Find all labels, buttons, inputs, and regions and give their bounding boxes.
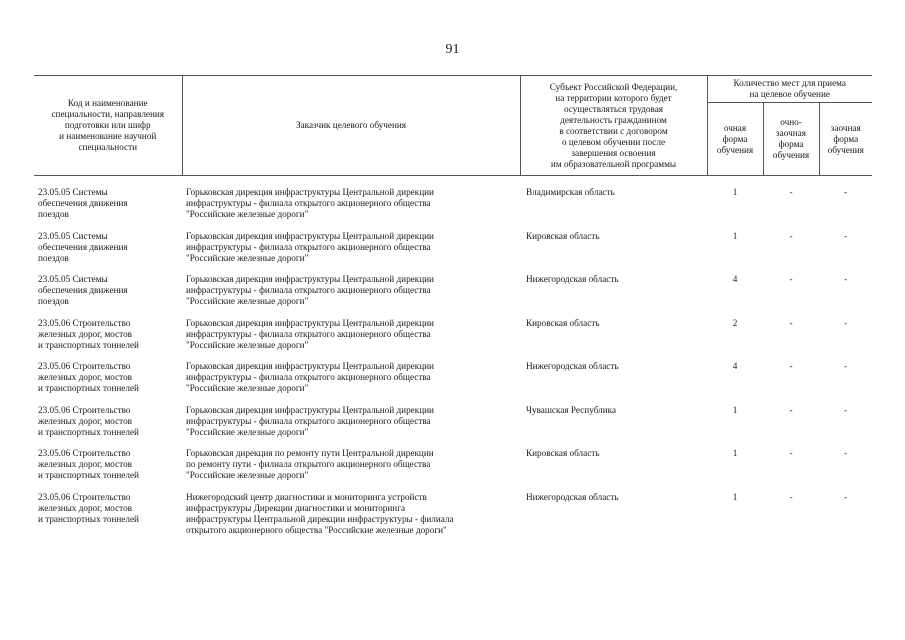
cell-customer: Горьковская дирекция инфраструктуры Центральной дирекции инфраструктуры - филиала открытого акционерного общества "Российские железные дороги" (186, 361, 434, 393)
cell-region: Нижегородская область (526, 361, 619, 371)
cell-code: 23.05.05 Системы обеспечения движения поездов (38, 274, 128, 306)
header-code: Код и наименование специальности, направления подготовки или шифр и наименование научной специальности (34, 76, 182, 176)
cell-region: Чувашская Республика (526, 404, 617, 415)
cell-full-time: 1 (732, 187, 738, 197)
cell-full-time: 4 (732, 361, 738, 371)
cell-part-time: - (789, 274, 793, 284)
cell-region: Нижегородская область (526, 274, 619, 284)
cell-customer: Горьковская дирекция по ремонту пути Центральной дирекции по ремонту пути - филиала открытого акционерного общества "Российские железные дороги" (186, 448, 434, 480)
cell-customer: Нижегородский центр диагностики и мониторинга устройств инфраструктуры Дирекции диагностики и мониторинга инфраструктуры Центральной дирекции инфраструктуры - филиала открытого акционерного общества "Российские железные дороги" (186, 491, 454, 535)
cell-full-time: 4 (732, 274, 738, 284)
cell-correspondence: - (843, 230, 848, 241)
cell-code: 23.05.06 Строительство железных дорог, мостов и транспортных тоннелей (38, 491, 139, 524)
cell-correspondence: - (843, 361, 848, 371)
cell-part-time: - (789, 187, 793, 197)
cell-full-time: 1 (732, 404, 738, 415)
cell-region: Кировская область (526, 317, 600, 328)
table-row (34, 231, 872, 275)
targeted-training-table (34, 75, 872, 536)
cell-customer: Горьковская дирекция инфраструктуры Центральной дирекции инфраструктуры - филиала открытого акционерного общества "Российские железные дороги" (186, 230, 434, 263)
cell-region: Владимирская область (526, 187, 615, 197)
cell-correspondence: - (843, 274, 848, 284)
cell-correspondence: - (843, 317, 848, 328)
cell-part-time: - (789, 230, 793, 241)
cell-region: Кировская область (526, 230, 600, 241)
table-row (34, 492, 872, 536)
table-row (34, 318, 872, 362)
cell-code: 23.05.05 Системы обеспечения движения поездов (38, 230, 128, 263)
cell-full-time: 1 (732, 448, 738, 458)
table-row (34, 448, 872, 492)
cell-customer: Горьковская дирекция инфраструктуры Центральной дирекции инфраструктуры - филиала открытого акционерного общества "Российские железные дороги" (186, 404, 434, 437)
cell-correspondence: - (843, 404, 848, 415)
header-customer: Заказчик целевого обучения (182, 76, 520, 176)
cell-customer: Горьковская дирекция инфраструктуры Центральной дирекции инфраструктуры - филиала открытого акционерного общества "Российские железные дороги" (186, 317, 434, 350)
table-row (34, 405, 872, 449)
table-row (34, 187, 872, 231)
cell-full-time: 1 (732, 230, 738, 241)
cell-part-time: - (789, 404, 793, 415)
header-part-time: очно- заочная форма обучения (763, 103, 819, 176)
cell-code: 23.05.06 Строительство железных дорог, мостов и транспортных тоннелей (38, 448, 139, 480)
cell-code: 23.05.05 Системы обеспечения движения поездов (38, 187, 128, 219)
header-full-time: очная форма обучения (707, 103, 763, 176)
cell-region: Кировская область (526, 448, 600, 458)
cell-customer: Горьковская дирекция инфраструктуры Центральной дирекции инфраструктуры - филиала открытого акционерного общества "Российские железные дороги" (186, 274, 434, 306)
page-number: 91 (445, 42, 460, 57)
header-correspondence: заочная форма обучения (819, 103, 872, 176)
table-row (34, 361, 872, 405)
header-region: Субъект Российской Федерации, на территории которого будет осуществляться трудовая деятельность гражданином в соответствии с договором о целевом обучении после завершения освоения им образовательной программы (520, 76, 707, 176)
cell-customer: Горьковская дирекция инфраструктуры Центральной дирекции инфраструктуры - филиала открытого акционерного общества "Российские железные дороги" (186, 187, 434, 219)
cell-correspondence: - (843, 448, 848, 458)
cell-region: Нижегородская область (526, 491, 619, 502)
cell-code: 23.05.06 Строительство железных дорог, мостов и транспортных тоннелей (38, 404, 139, 437)
cell-full-time: 1 (732, 491, 738, 502)
table-row (34, 274, 872, 318)
header-spacer (34, 176, 872, 188)
cell-correspondence: - (843, 491, 848, 502)
cell-full-time: 2 (732, 317, 738, 328)
cell-part-time: - (789, 361, 793, 371)
header-places: Количество мест для приема на целевое обучение (707, 76, 872, 103)
cell-code: 23.05.06 Строительство железных дорог, мостов и транспортных тоннелей (38, 361, 139, 393)
cell-part-time: - (789, 317, 793, 328)
cell-correspondence: - (843, 187, 848, 197)
cell-part-time: - (789, 448, 793, 458)
cell-part-time: - (789, 491, 793, 502)
cell-code: 23.05.06 Строительство железных дорог, мостов и транспортных тоннелей (38, 317, 139, 350)
